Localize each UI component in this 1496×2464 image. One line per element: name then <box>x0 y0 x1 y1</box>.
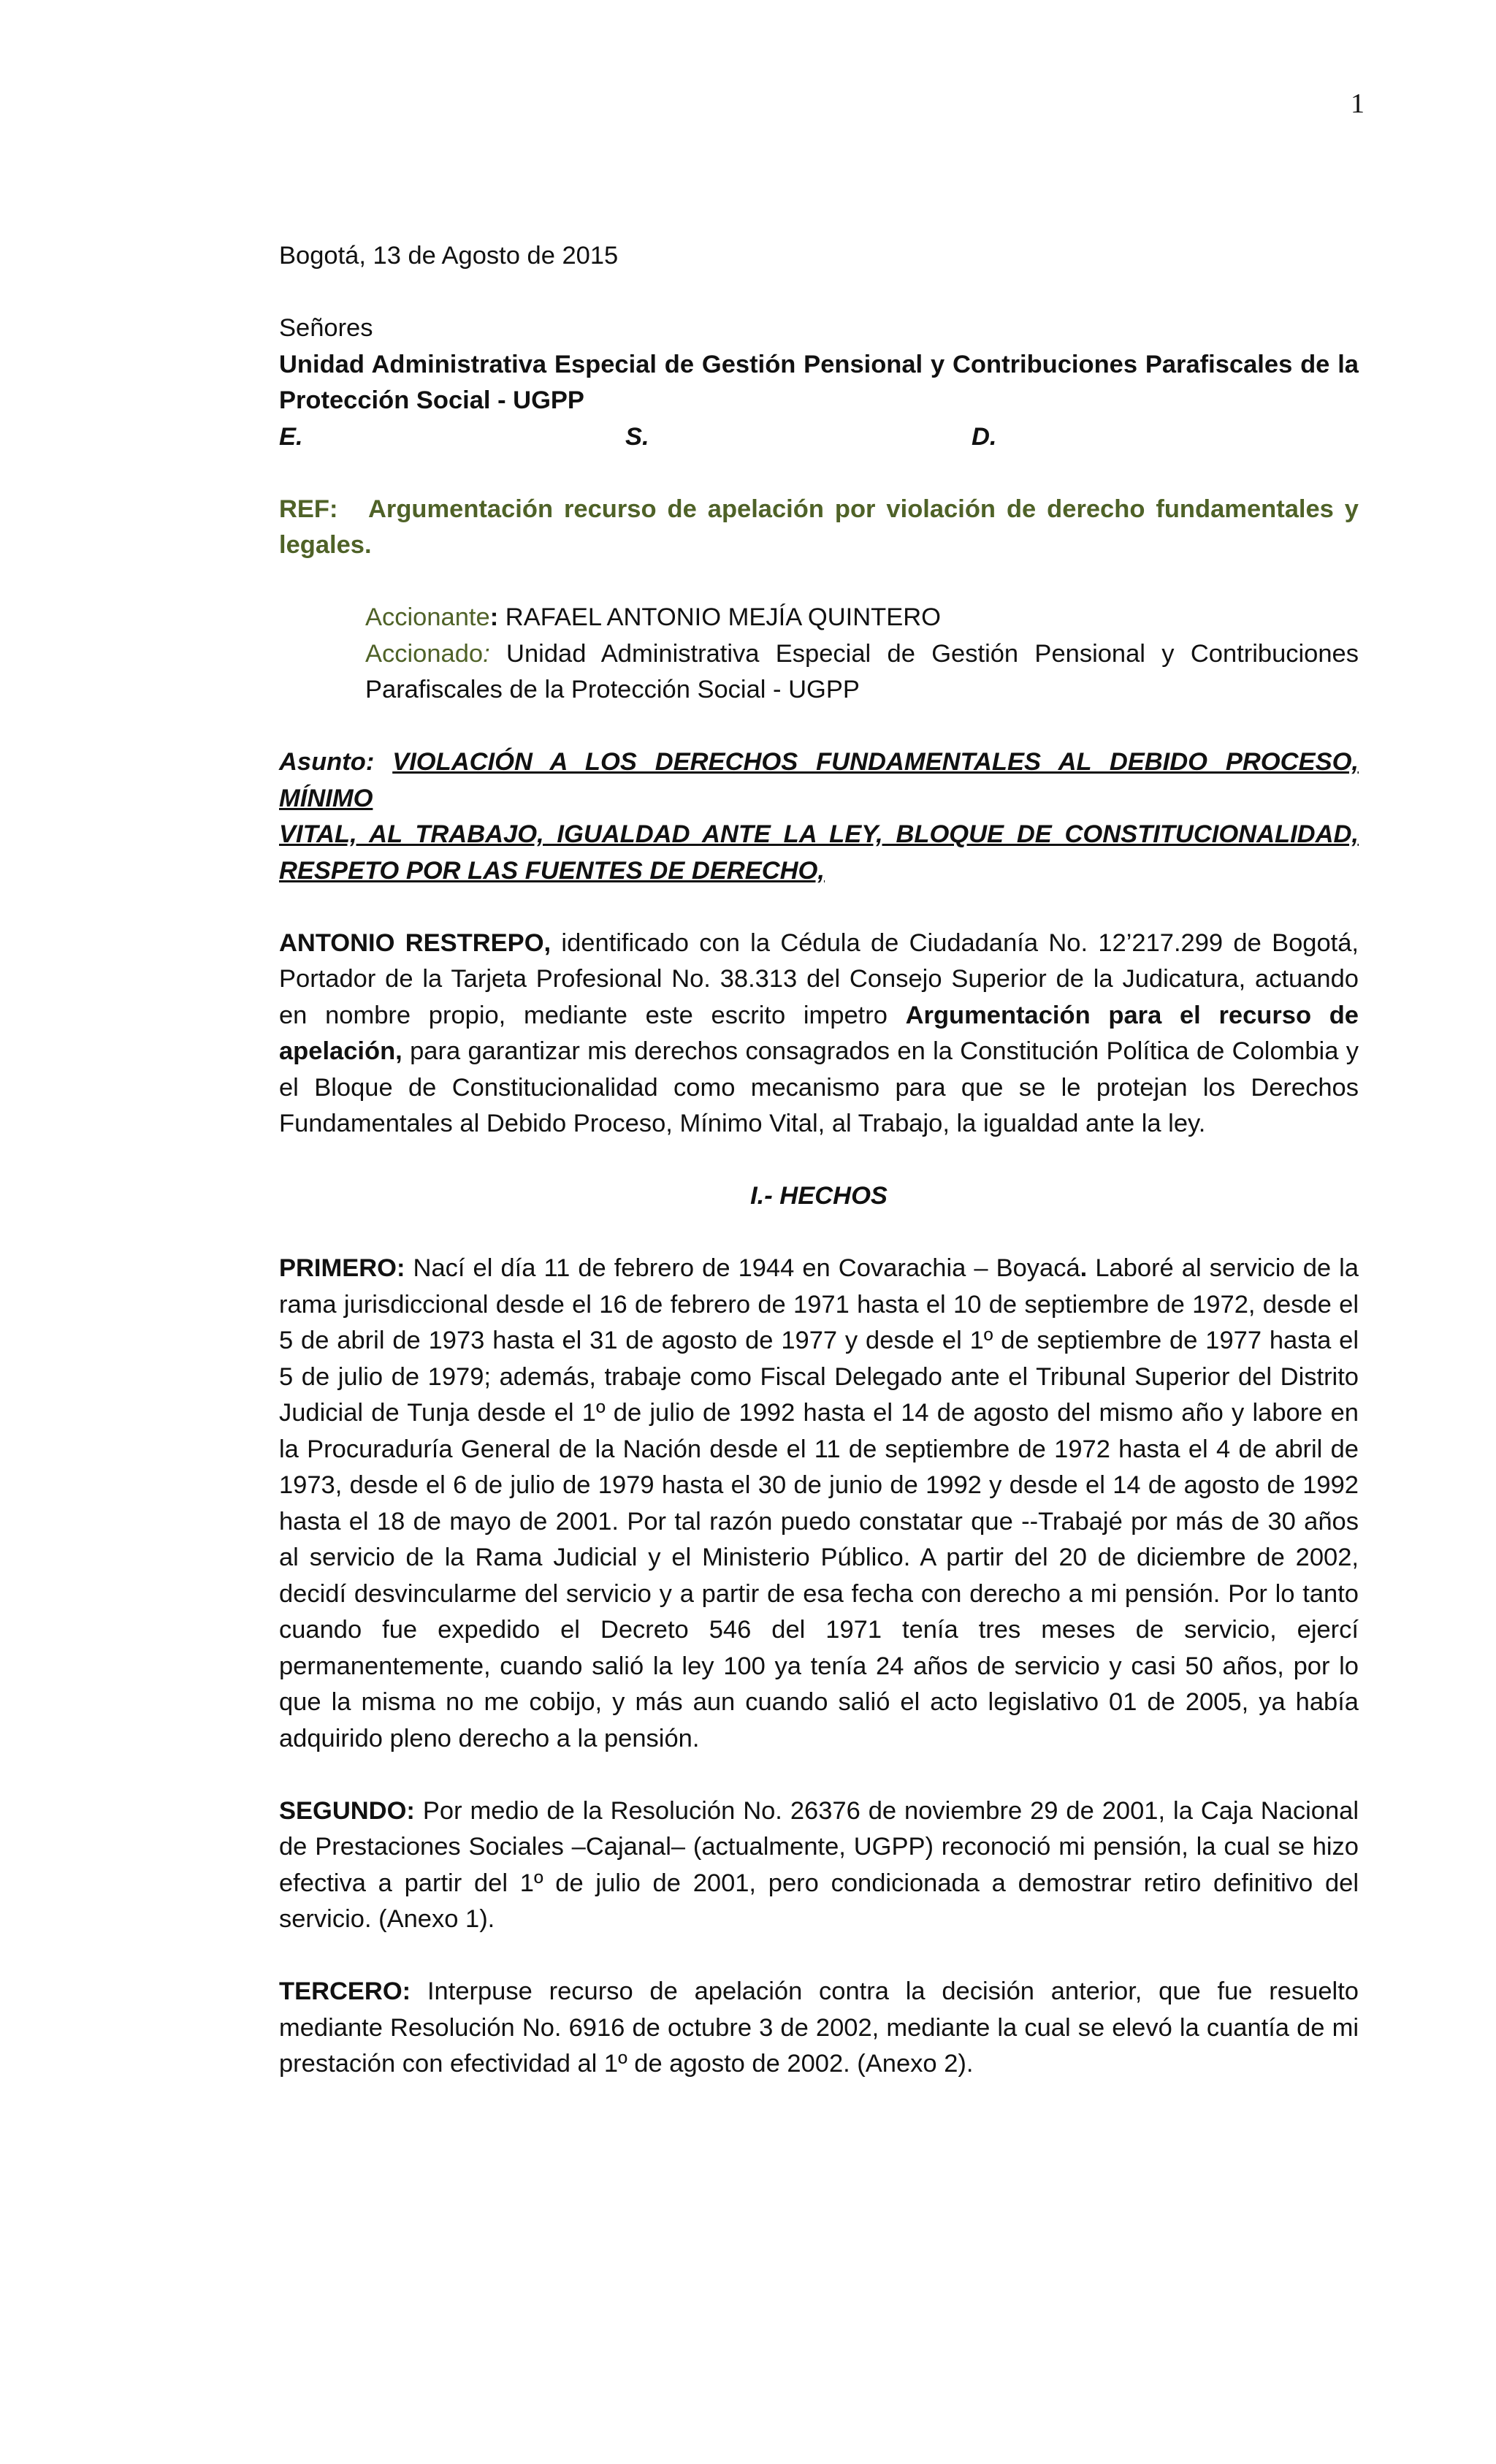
accionante-line <box>365 600 1359 636</box>
hecho-primero-dot: . <box>1080 1254 1088 1282</box>
letter-date: Bogotá, 13 de Agosto de 2015 <box>279 242 619 270</box>
intro-name: ANTONIO RESTREPO, <box>279 928 552 957</box>
accionado-value-1: Unidad Administrativa Especial de Gestión Pensional y Contribuciones <box>489 639 1359 668</box>
esd-line <box>279 419 1359 456</box>
intro-bold: Argumentación para el recurso de apelación, <box>279 1001 1359 1065</box>
ref-block <box>279 492 1359 564</box>
hecho-segundo-label: SEGUNDO: <box>279 1796 415 1825</box>
accionado-colon: : <box>483 639 490 668</box>
page-number: 1 <box>1351 88 1365 119</box>
letter-body <box>279 238 1359 2083</box>
esd-d: D. <box>972 422 997 451</box>
ref-text-1: Argumentación recurso de apelación por violación de derecho fundamentales y <box>368 495 1359 523</box>
accionado-line-2: Parafiscales de la Protección Social - UGPP <box>365 676 860 703</box>
hecho-tercero-label: TERCERO: <box>279 1977 411 2005</box>
hecho-primero-text-a: Nací el día 11 de febrero de 1944 en Covarachia – Boyacá <box>405 1254 1080 1282</box>
hecho-tercero <box>279 1974 1359 2083</box>
accionante-value: RAFAEL ANTONIO MEJÍA QUINTERO <box>498 603 941 631</box>
ref-line-2: legales. <box>279 531 372 559</box>
accionante-label: Accionante <box>365 603 490 631</box>
asunto-line-2: VITAL, AL TRABAJO, IGUALDAD ANTE LA LEY, BLOQUE DE CONSTITUCIONALIDAD, <box>279 820 1359 848</box>
intro-text-2: para garantizar mis derechos consagrados en la Constitución Política de Colombia y el Bloque de Constitucionalidad como mecanismo para que se le protejan los Derechos Fundamentales al Debido Proceso, Mínimo Vital, al Trabajo, la igualdad ante la ley. <box>279 1037 1359 1137</box>
section-title: I.- HECHOS <box>750 1182 888 1210</box>
recipient-line-2: Protección Social - UGPP <box>279 386 584 414</box>
accionado-line-1 <box>365 636 1359 673</box>
accionante-colon: : <box>489 603 499 631</box>
accionado-label: Accionado <box>365 639 484 668</box>
hecho-tercero-text: Interpuse recurso de apelación contra la decisión anterior, que fue resuelto mediante Resolución No. 6916 de octubre 3 de 2002, mediante la cual se elevó la cuantía de mi prestación con efectividad al 1º de agosto de 2002. (Anexo 2). <box>279 1977 1359 2078</box>
asunto-line-3: RESPETO POR LAS FUENTES DE DERECHO, <box>279 856 825 885</box>
intro-paragraph <box>279 926 1359 1143</box>
intro-text-1: identificado con la Cédula de Ciudadanía No. 12’217.299 de Bogotá, Portador de la Tarjeta Profesional No. 38.313 del Consejo Superior de la Judicatura, actuando en nombre propio, mediante este escrito impetro <box>279 928 1359 1029</box>
asunto-text-1: VIOLACIÓN A LOS DERECHOS FUNDAMENTALES AL DEBIDO PROCESO, MÍNIMO <box>279 748 1359 812</box>
esd-e: E. <box>279 422 303 451</box>
hecho-segundo-text: Por medio de la Resolución No. 26376 de noviembre 29 de 2001, la Caja Nacional de Prestaciones Sociales –Cajanal– (actualmente, UGPP) reconoció mi pensión, la cual se hizo efectiva a partir del 1º de julio de 2001, pero condicionada a demostrar retiro definitivo del servicio. (Anexo 1). <box>279 1796 1359 1933</box>
esd-s: S. <box>625 422 649 451</box>
salutation: Señores <box>279 314 373 342</box>
hecho-primero-label: PRIMERO: <box>279 1254 405 1282</box>
asunto-line-1 <box>279 744 1359 817</box>
parties-block <box>365 600 1359 709</box>
ref-label: REF: <box>279 495 338 523</box>
hecho-primero <box>279 1251 1359 1757</box>
asunto-block <box>279 744 1359 889</box>
ref-line-1 <box>279 492 1359 528</box>
hecho-primero-text-b: Laboré al servicio de la rama jurisdiccional desde el 16 de febrero de 1971 hasta el 10 de septiembre de 1972, desde el 5 de abril de 1973 hasta el 31 de agosto de 1977 y desde el 1º de septiembre de 1977 hasta el 5 de julio de 1979; además, trabaje como Fiscal Delegado ante el Tribunal Superior del Distrito Judicial de Tunja desde el 1º de julio de 1992 hasta el 14 de agosto del mismo año y labore en la Procuraduría General de la Nación desde el 11 de septiembre de 1972 hasta el 4 de abril de 1973, desde el 6 de julio de 1979 hasta el 30 de junio de 1992 y desde el 14 de agosto de 1992 hasta el 18 de mayo de 2001. Por tal razón puedo constatar que --Trabajé por más de 30 años al servicio de la Rama Judicial y el Ministerio Público. A partir del 20 de diciembre de 2002, decidí desvincularme del servicio y a partir de esa fecha con derecho a mi pensión. Por lo tanto cuando fue expedido el Decreto 546 del 1971 tenía tres meses de servicio, ejercí permanentemente, cuando salió la ley 100 ya tenía 24 años de servicio y casi 50 años, por lo que la misma no me cobijo, y más aun cuando salió el acto legislativo 01 de 2005, ya había adquirido pleno derecho a la pensión. <box>279 1254 1359 1752</box>
recipient-line-1: Unidad Administrativa Especial de Gestión Pensional y Contribuciones Parafiscales de la <box>279 350 1359 378</box>
hecho-segundo <box>279 1793 1359 1938</box>
asunto-label: Asunto: <box>279 748 375 776</box>
